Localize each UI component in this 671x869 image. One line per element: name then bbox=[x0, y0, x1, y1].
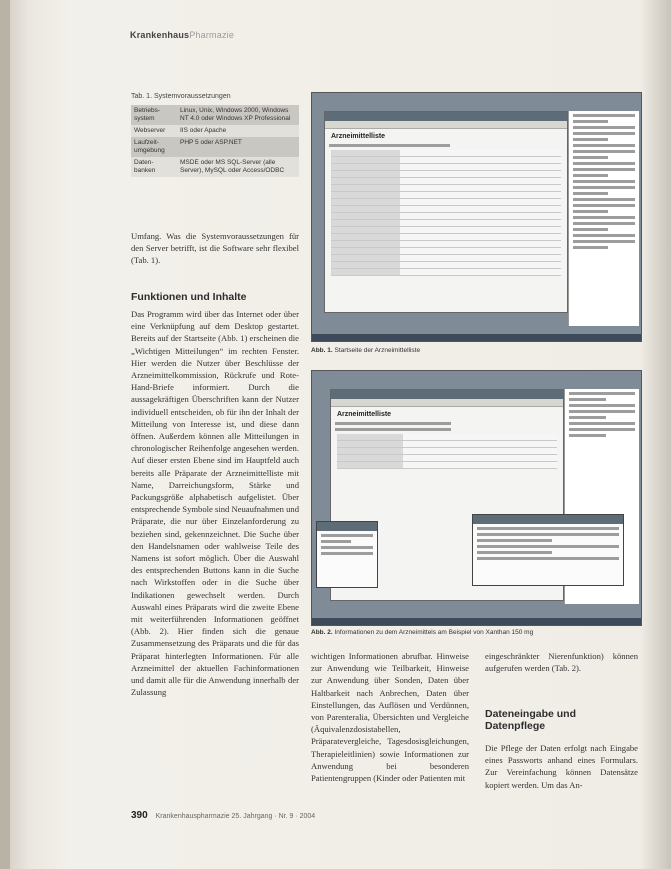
figure1-caption bbox=[311, 347, 420, 354]
table-row bbox=[131, 137, 299, 157]
table-cell-key: Webserver bbox=[131, 125, 177, 137]
requirements-table bbox=[131, 105, 299, 177]
page-footer bbox=[131, 810, 315, 821]
header-title: Krankenhaus bbox=[130, 30, 190, 40]
table-cell-value: PHP 5 oder ASP.NET bbox=[177, 137, 299, 157]
table-row bbox=[131, 105, 299, 125]
section-heading-functions: Funktionen und Inhalte bbox=[131, 291, 247, 303]
column3-text: eingeschränkter Nierenfunktion) können aufgerufen werden (Tab. 2). bbox=[485, 651, 638, 674]
table-row bbox=[131, 157, 299, 177]
section-functions-text: Das Programm wird über das Internet oder über eine Verknüpfung auf dem Desktop gestartet. Bereits auf der Startseite (Abb. 1) erscheinen die „Wichtigen Mitteilungen“ im rechten Fenster. Hier werden die Nutzer über Beschlüsse der Arzneimittelkommission, Rückrufe und Rote-Hand-Briefe informiert. Durch die aussagekräftigen Überschriften kann der Nutzer individuell entscheiden, ob für ihn der Inhalt der Mitteilung von Interesse ist, und diese dann öffnen. Außerdem können alle Mitteilungen in chronologischer Reihenfolge angesehen werden. Auf dieser ersten Ebene sind im Hauptfeld auch bereits alle Präparate der Arzneimittelliste mit Name, Darreichungsform, Stärke und Packungsgröße alphabetisch aufgelistet. Über entsprechende Symbole sind Neuaufnahmen und Präparate, die nur über Einzelanforderung zu beziehen sind, gekennzeichnet. Die Suche über den Handelsnamen oder wahlweise Teile des Namens ist sofort möglich. Über die Auswahl des entsprechenden Buttons kann in die Suche nach Wirkstoffen oder in die Suche über Indikationen gewechselt werden. Durch Auswahl eines Präparats wird die zweite Ebene mit weiterführenden Informationen geöffnet (Abb. 2). Hier finden sich die genaue Zusammensetzung des Präparats und die für das Präparat hinterlegten Informationen. Für alle Arzneimittel der aktuellen Fachinformationen und damit alle für die Anwendung innerhalb der Zulassung bbox=[131, 309, 299, 698]
figure1-screenshot bbox=[311, 92, 642, 342]
journal-citation: Krankenhauspharmazie 25. Jahrgang · Nr. 9 · 2004 bbox=[155, 813, 316, 820]
figure1-app-title: Arzneimittelliste bbox=[331, 133, 386, 140]
intro-paragraph: Umfang. Was die Systemvoraussetzungen für den Server betrifft, ist die Software sehr flexibel (Tab. 1). bbox=[131, 231, 299, 266]
table-cell-key: Laufzeit-umgebung bbox=[131, 137, 177, 157]
table-cell-value: MSDE oder MS SQL-Server (alle Server), MySQL oder Access/ODBC bbox=[177, 157, 299, 177]
figure2-caption-label: Abb. 2. bbox=[311, 629, 333, 636]
figure1-drug-list bbox=[331, 150, 561, 276]
section-heading-data-entry: Dateneingabe und Datenpflege bbox=[485, 708, 577, 732]
figure2-side-dialog bbox=[316, 521, 378, 588]
column2-text: wichtigen Informationen abrufbar. Hinweise zur Anwendung wie Teilbarkeit, Hinweise zur Anwendung über Sonden, Daten über Haltbarkeit nach Anbrechen, Daten über Einstellungen, das Auflösen und Verdünnen, von Parenteralia, Übersichten und Vergleiche (Äquivalenzdosistabellen, Präparatevergleiche, Tagesdosisgleichungen, Therapieleitlinien) sowie Informationen zur Anwendung bei besonderen Patientengruppen (Kinder oder Patienten mit bbox=[311, 651, 469, 784]
table-row bbox=[131, 125, 299, 137]
running-header bbox=[130, 30, 234, 40]
page-number: 390 bbox=[131, 810, 148, 821]
table-cell-key: Betriebs-system bbox=[131, 105, 177, 125]
figure1-news-panel bbox=[568, 111, 639, 326]
figure2-detail-dialog bbox=[472, 514, 624, 586]
section-data-entry-text: Die Pflege der Daten erfolgt nach Eingabe eines Passworts anhand eines Formulars. Zur Vereinfachung können Datensätze kopiert werden. Um das An- bbox=[485, 743, 638, 790]
figure2-screenshot bbox=[311, 370, 642, 626]
figure2-app-title: Arzneimittelliste bbox=[337, 411, 392, 418]
figure1-caption-text: Startseite der Arzneimittelliste bbox=[334, 347, 421, 354]
book-spine-shadow bbox=[0, 0, 10, 869]
figure1-caption-label: Abb. 1. bbox=[311, 347, 333, 354]
table-caption: Tab. 1. Systemvoraussetzungen bbox=[131, 93, 231, 100]
figure2-caption bbox=[311, 629, 533, 636]
figure1-browser-window bbox=[324, 111, 568, 313]
table-cell-key: Daten-banken bbox=[131, 157, 177, 177]
figure2-caption-text: Informationen zu dem Arzneimittels am Beispiel von Xanthan 150 mg bbox=[334, 629, 534, 636]
header-subtitle: Pharmazie bbox=[189, 30, 235, 40]
table-cell-value: Linux, Unix, Windows 2000, Windows NT 4.0 oder Windows XP Professional bbox=[177, 105, 299, 125]
table-cell-value: IIS oder Apache bbox=[177, 125, 299, 137]
